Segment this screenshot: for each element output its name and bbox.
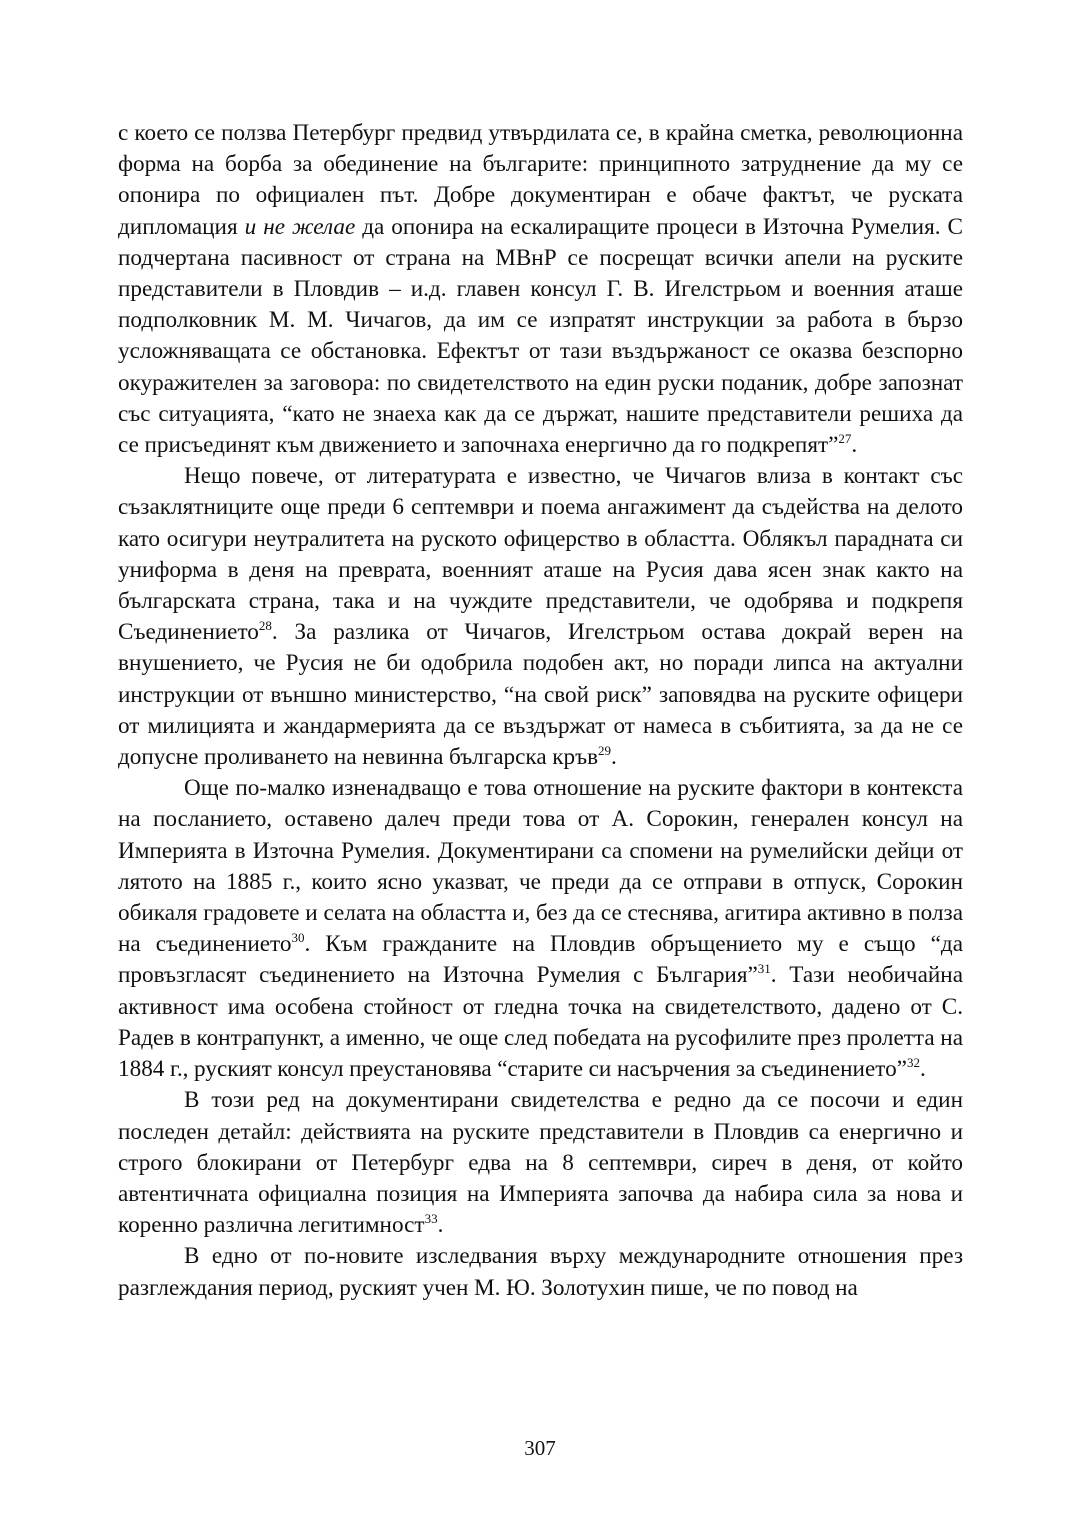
paragraph-1-text-a: с което се ползва Петербург предвид утвърдилата се, в крайна сметка, революционна форма на борба за обединение на българите: принципното затруднение да му се опонира по официален път. Добре документиран е обаче фактът, че руската дипломация	[118, 120, 963, 240]
paragraph-4	[118, 1085, 963, 1241]
footnote-ref-29: 29	[598, 743, 612, 759]
paragraph-1-italic: и не желае	[244, 213, 356, 240]
paragraph-1	[118, 118, 963, 461]
footnote-ref-30: 30	[291, 930, 305, 946]
footnote-ref-32: 32	[906, 1055, 920, 1071]
paragraph-3-text-a: Още по-малко изненадващо е това отношение на руските фактори в контекста на посланието, оставено далеч преди това от А. Сорокин, генерален консул на Империята в Източна Румелия. Документирани са спомени на румелийски дейци от лятото на 1885 г., които ясно указват, че преди да се отправи в отпуск, Сорокин обикаля градовете и селата на областта и, без да се стеснява, агитира активно в полза на съединението	[118, 775, 963, 958]
paragraph-3-text-b: . Към гражданите на Пловдив обръщението му е също “да провъзгласят съединението на Източна Румелия с България”	[118, 931, 963, 989]
paragraph-3-end: .	[919, 1056, 926, 1083]
paragraph-5	[118, 1241, 963, 1303]
paragraph-2-end: .	[611, 744, 617, 771]
footnote-ref-31: 31	[757, 961, 771, 977]
paragraph-1-end: .	[851, 432, 858, 459]
paragraph-2-text-a: Нещо повече, от литературата е известно, че Чичагов влиза в контакт със съзаклятниците още преди 6 септември и поема ангажимент да съдейства на делото като осигури неутралитета на руското офицерство в областта. Облякъл парадната си униформа в деня на преврата, военният аташе на Русия дава ясен знак както на българската страна, така и на чуждите представители, че одобрява и подкрепя Съединението	[118, 463, 963, 646]
paragraph-3	[118, 773, 963, 1085]
paragraph-4-end: .	[437, 1212, 444, 1239]
body-text	[118, 118, 963, 1304]
paragraph-5-text: В едно от по-новите изследвания върху международните отношения през разглеждания период, руският учен М. Ю. Золотухин пише, че по повод на	[118, 1243, 963, 1301]
footnote-ref-27: 27	[838, 431, 852, 447]
paragraph-1-text-b: да опонира на ескалиращите процеси в Източна Румелия. С подчертана пасивност от страна на МВнР се посрещат всички апели на руските представители в Пловдив – и.д. главен консул Г. В. Игелстрьом и военния аташе подполковник М. М. Чичагов, да им се изпратят инструкции за работа в бързо усложняващата се обстановка. Ефектът от тази въздържаност се оказва безспорно окуражителен за заговора: по свидетелството на един руски поданик, добре запознат със ситуацията, “като не знаеха как да се държат, нашите представители решиха да се присъединят към движението и започнаха енергично да го подкрепят”	[118, 213, 963, 459]
paragraph-2-text-b: . За разлика от Чичагов, Игелстрьом остава докрай верен на внушението, че Русия не би одобрила подобен акт, но поради липса на актуални инструкции от външно министерство, “на свой риск” заповядва на руските офицери от милицията и жандармерията да се въздържат от намеса в събитията, за да не се допусне проливането на невинна българска кръв	[118, 619, 963, 771]
paragraph-2	[118, 461, 963, 773]
paragraph-4-text: В този ред на документирани свидетелства е редно да се посочи и един последен детайл: действията на руските представители в Пловдив са енергично и строго блокирани от Петербург едва на 8 септември, сиреч в деня, от който автентичната официална позиция на Империята започва да набира сила за нова и коренно различна легитимност	[118, 1087, 963, 1239]
page-number: 307	[524, 1436, 556, 1460]
paragraph-3-text-c: . Тази необичайна активност има особена стойност от гледна точка на свидетелството, дадено от С. Радев в контрапункт, а именно, че още след победата на русофилите през пролетта на 1884 г., руският консул преустановява “старите си насърчения за съединението”	[118, 962, 963, 1083]
footnote-ref-33: 33	[424, 1211, 438, 1227]
footnote-ref-28: 28	[258, 618, 272, 634]
